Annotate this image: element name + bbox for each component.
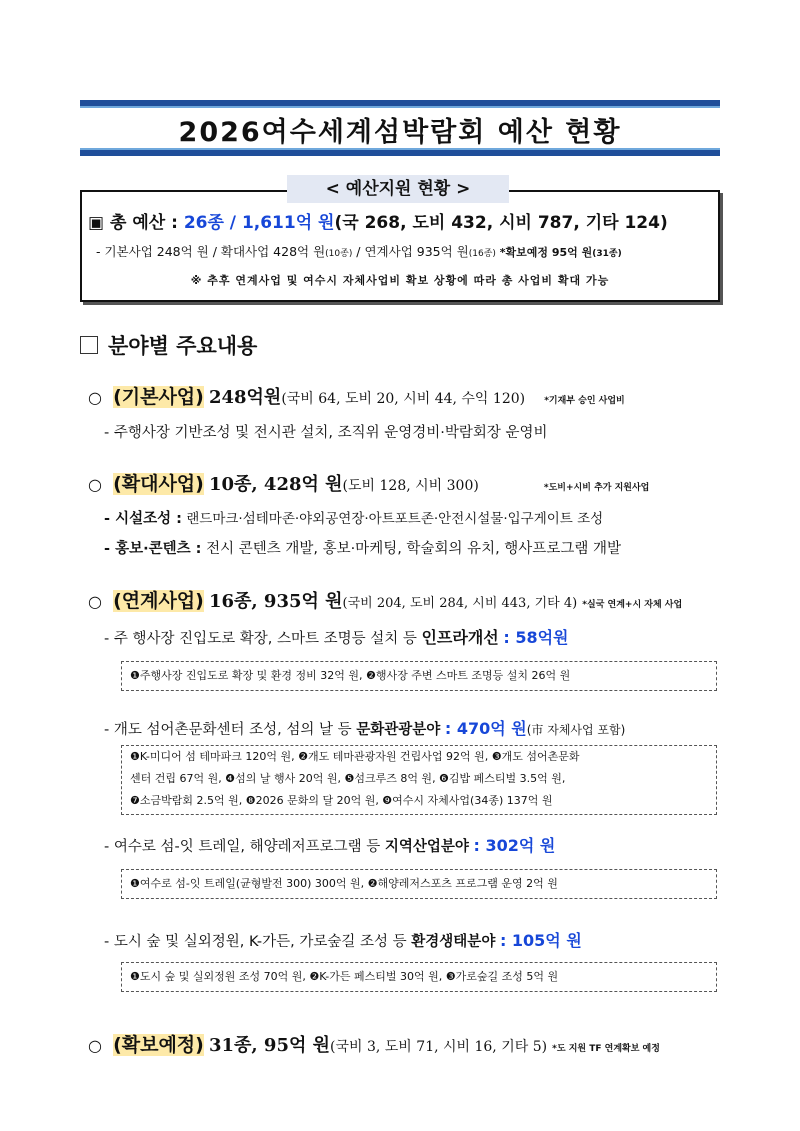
culture-label: 문화관광분야	[356, 722, 441, 738]
culture-detail-1: ❶K-미디어 섬 테마파크 120억 원, ❷개도 테마관광자원 건립사업 92억 원, ❸개도 섬어촌문화	[130, 750, 580, 763]
item-planned	[88, 1030, 660, 1057]
culture-detail-2: 센터 건립 67억 원, ❹섬의 날 행사 20억 원, ❺섬크루즈 8억 원, ❻김밥 페스티벌 3.5억 원,	[130, 772, 566, 785]
total-value: 26종 / 1,611억 원	[183, 213, 335, 233]
culture-line	[104, 716, 625, 739]
facility-text: 랜드마크·섬테마존·야외공연장·아트포트존·안전시설물·입구게이트 조성	[181, 511, 604, 527]
culture-value: : 470억 원	[444, 719, 527, 738]
linked-label: (연계사업)	[113, 590, 204, 612]
breakdown-basic-expand: - 기본사업 248억 원 / 확대사업 428억 원	[96, 244, 326, 259]
total-label: ▣ 총 예산 :	[88, 213, 178, 233]
planned-amount: 31종, 95억 원	[208, 1035, 331, 1056]
infra-label: 인프라개선	[421, 628, 499, 647]
expand-sub-promo	[104, 537, 621, 558]
checkbox-square-icon	[80, 336, 98, 354]
linked-note: *실국 연계+시 자체 사업	[582, 600, 683, 610]
planned-note: *도 지원 TF 연계확보 예정	[552, 1044, 660, 1054]
env-text: - 도시 숲 및 실외정원, K-가든, 가로숲길 조성 등	[104, 934, 412, 950]
basic-sub: - 주행사장 기반조성 및 전시관 설치, 조직위 운영경비·박람회장 운영비	[104, 425, 548, 441]
total-budget-line	[88, 208, 712, 233]
region-value: : 302억 원	[473, 836, 556, 855]
promo-label: - 홍보·콘텐츠 :	[104, 541, 202, 557]
infra-detail-box: ❶주행사장 진입도로 확장 및 환경 정비 32억 원, ❷행사장 주변 스마트 조명등 설치 26억 원	[121, 661, 717, 691]
expand-detail: (도비 128, 시비 300)	[342, 478, 479, 494]
region-text: - 여수로 섬-잇 트레일, 해양레저프로그램 등	[104, 839, 385, 855]
circle-bullet-icon: ○	[88, 475, 102, 494]
basic-note: *기재부 승인 사업비	[544, 396, 625, 406]
item-expand	[88, 469, 649, 496]
item-linked	[88, 586, 682, 613]
total-detail: (국 268, 도비 432, 시비 787, 기타 124)	[334, 213, 668, 233]
breakdown-linked-count: (16종)	[468, 249, 496, 259]
basic-detail: (국비 64, 도비 20, 시비 44, 수익 120)	[281, 391, 526, 407]
expand-sub-facility	[104, 507, 603, 528]
expand-amount: 10종, 428억 원	[208, 474, 343, 495]
expand-label: (확대사업)	[113, 473, 204, 495]
facility-label: - 시설조성 :	[104, 511, 182, 527]
item-basic	[88, 382, 625, 409]
env-value: : 105억 원	[499, 931, 582, 950]
circle-bullet-icon: ○	[88, 1036, 102, 1055]
region-detail-box: ❶여수로 섬-잇 트레일(균형발전 300) 300억 원, ❷해양레저스포츠 프로그램 운영 2억 원	[121, 869, 717, 899]
promo-text: 전시 콘텐츠 개발, 홍보·마케팅, 학술회의 유치, 행사프로그램 개발	[201, 541, 621, 557]
breakdown-linked: / 연계사업 935억 원	[352, 244, 469, 259]
basic-label: (기본사업)	[113, 386, 204, 408]
culture-detail-3: ❼소금박람회 2.5억 원, ❽2026 문화의 달 20억 원, ❾여수시 자체사업(34종) 137억 원	[130, 794, 553, 807]
culture-detail-box	[121, 745, 717, 815]
planned-label: (확보예정)	[113, 1034, 204, 1056]
budget-breakdown-line	[96, 242, 716, 260]
culture-note: (市 자체사업 포함)	[526, 723, 626, 737]
region-line	[104, 833, 555, 856]
breakdown-planned-count: (31종)	[592, 249, 622, 259]
env-label: 환경생태분야	[411, 934, 496, 950]
budget-note: ※ 추후 연계사업 및 여수시 자체사업비 확보 상황에 따라 총 사업비 확대 가능	[190, 274, 610, 287]
budget-summary-heading: < 예산지원 현황 >	[287, 175, 509, 203]
expand-note: *도비+시비 추가 지원사업	[543, 483, 650, 493]
infra-value: : 58억원	[503, 628, 569, 647]
linked-detail: (국비 204, 도비 284, 시비 443, 기타 4)	[342, 596, 578, 611]
region-label: 지역산업분야	[384, 839, 469, 855]
linked-amount: 16종, 935억 원	[208, 591, 343, 612]
page-title: 2026여수세계섬박람회 예산 현황	[178, 117, 622, 148]
circle-bullet-icon: ○	[88, 592, 102, 611]
section-title: 분야별 주요내용	[108, 334, 258, 358]
infra-line	[104, 625, 569, 648]
infra-text: - 주 행사장 진입도로 확장, 스마트 조명등 설치 등	[104, 631, 422, 647]
env-line	[104, 928, 582, 951]
planned-detail: (국비 3, 도비 71, 시비 16, 기타 5)	[330, 1039, 548, 1055]
env-detail-box: ❶도시 숲 및 실외정원 조성 70억 원, ❷K-가든 페스티벌 30억 원, ❸가로숲길 조성 5억 원	[121, 962, 717, 992]
breakdown-expand-count: (10종)	[325, 249, 353, 259]
culture-text: - 개도 섬어촌문화센터 조성, 섬의 날 등	[104, 722, 357, 738]
breakdown-planned: *확보예정 95억 원	[495, 246, 593, 259]
basic-amount: 248억원	[208, 387, 282, 408]
title-top-bar-thin	[80, 106, 720, 108]
title-bottom-bar	[80, 150, 720, 156]
circle-bullet-icon: ○	[88, 388, 102, 407]
section-heading	[80, 330, 257, 360]
